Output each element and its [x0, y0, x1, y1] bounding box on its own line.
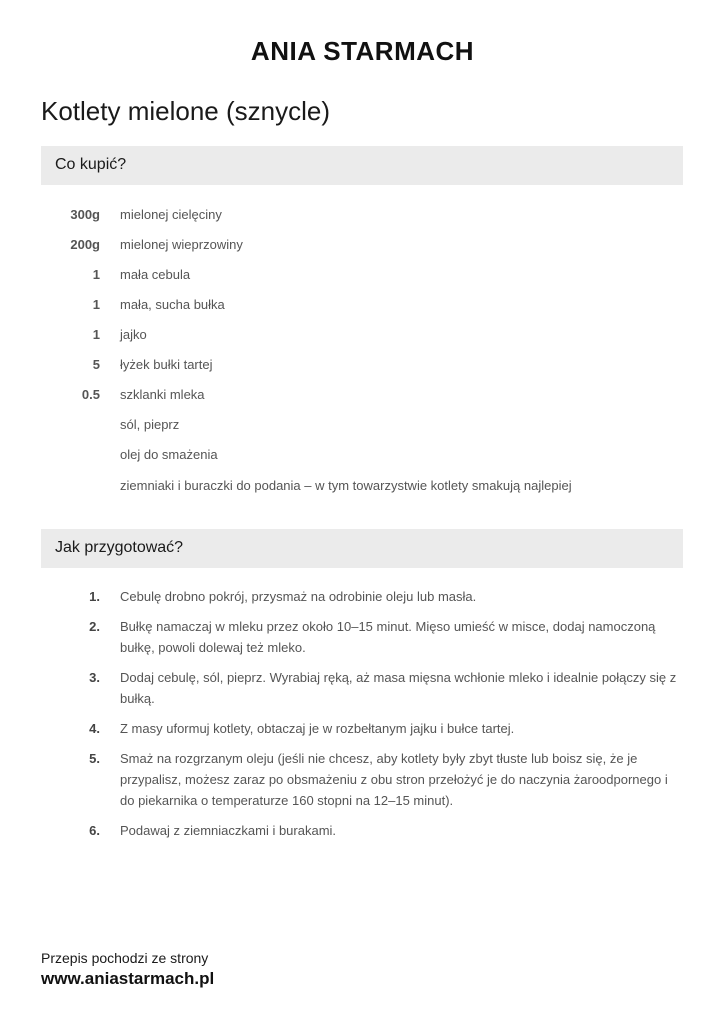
ingredient-name: jajko: [120, 327, 147, 342]
ingredient-name: łyżek bułki tartej: [120, 357, 213, 372]
ingredient-item: [0, 327, 725, 347]
ingredient-name: ziemniaki i buraczki do podania – w tym towarzystwie kotlety smakują najlepiej: [120, 478, 572, 493]
step-number: 6.: [89, 823, 100, 838]
step-number: 1.: [89, 589, 100, 604]
ingredient-item: [0, 478, 725, 498]
ingredient-item: [0, 267, 725, 287]
ingredient-name: mała cebula: [120, 267, 191, 282]
ingredient-name: sól, pieprz: [120, 417, 180, 432]
ingredient-name: szklanki mleka: [120, 387, 205, 402]
step-text: Podawaj z ziemniaczkami i burakami.: [120, 823, 337, 838]
ingredient-qty: 5: [92, 357, 100, 372]
ingredient-item: [0, 237, 725, 257]
step-number: 4.: [89, 721, 100, 736]
footer-website-link[interactable]: www.aniastarmach.pl: [41, 969, 215, 988]
ingredient-item: [0, 387, 725, 407]
ingredient-item: [0, 207, 725, 227]
ingredient-qty: 200g: [70, 237, 100, 252]
step-text: Bułkę namaczaj w mleku przez około 10–15 minut. Mięso umieść w misce, dodaj namoczoną bułkę, powoli dolewaj też mleko.: [120, 619, 656, 655]
ingredient-qty: 1: [92, 297, 100, 312]
step-number: 3.: [89, 670, 100, 685]
step-number: 2.: [89, 619, 100, 634]
footer-source-label: Przepis pochodzi ze strony: [41, 950, 209, 966]
ingredient-name: mielonej cielęciny: [120, 207, 222, 222]
step-number: 5.: [89, 751, 100, 766]
ingredients-heading: Co kupić?: [55, 156, 127, 173]
footer: [41, 950, 214, 989]
steps-section-header: [41, 529, 683, 568]
ingredient-qty: 1: [92, 267, 100, 282]
ingredient-item: [0, 447, 725, 467]
ingredient-qty: 1: [92, 327, 100, 342]
ingredient-item: [0, 357, 725, 377]
ingredient-name: mała, sucha bułka: [120, 297, 225, 312]
ingredient-item: [0, 297, 725, 317]
ingredient-item: [0, 417, 725, 437]
step-text: Z masy uformuj kotlety, obtaczaj je w rozbełtanym jajku i bułce tartej.: [120, 721, 515, 736]
ingredient-name: mielonej wieprzowiny: [120, 237, 243, 252]
recipe-title: Kotlety mielone (sznycle): [41, 96, 330, 126]
ingredients-section-header: [41, 146, 683, 185]
step-text: Smaż na rozgrzanym oleju (jeśli nie chcesz, aby kotlety były zbyt tłuste lub boisz się, że je przypalisz, możesz zaraz po obsmażeniu z obu stron przełożyć je do naczynia żaroodpornego i do piekarnika o temperaturze 160 stopni na 12–15 minut).: [120, 751, 668, 808]
ingredient-qty: 300g: [70, 207, 100, 222]
ingredient-qty: 0.5: [81, 387, 100, 402]
step-text: Dodaj cebulę, sól, pieprz. Wyrabiaj ręką, aż masa mięsna wchłonie mleko i idealnie połączy się z bułką.: [120, 670, 677, 706]
steps-heading: Jak przygotować?: [55, 539, 184, 556]
step-text: Cebulę drobno pokrój, przysmaż na odrobinie oleju lub masła.: [120, 589, 477, 604]
brand-title: ANIA STARMACH: [250, 36, 475, 66]
ingredient-name: olej do smażenia: [120, 447, 218, 462]
